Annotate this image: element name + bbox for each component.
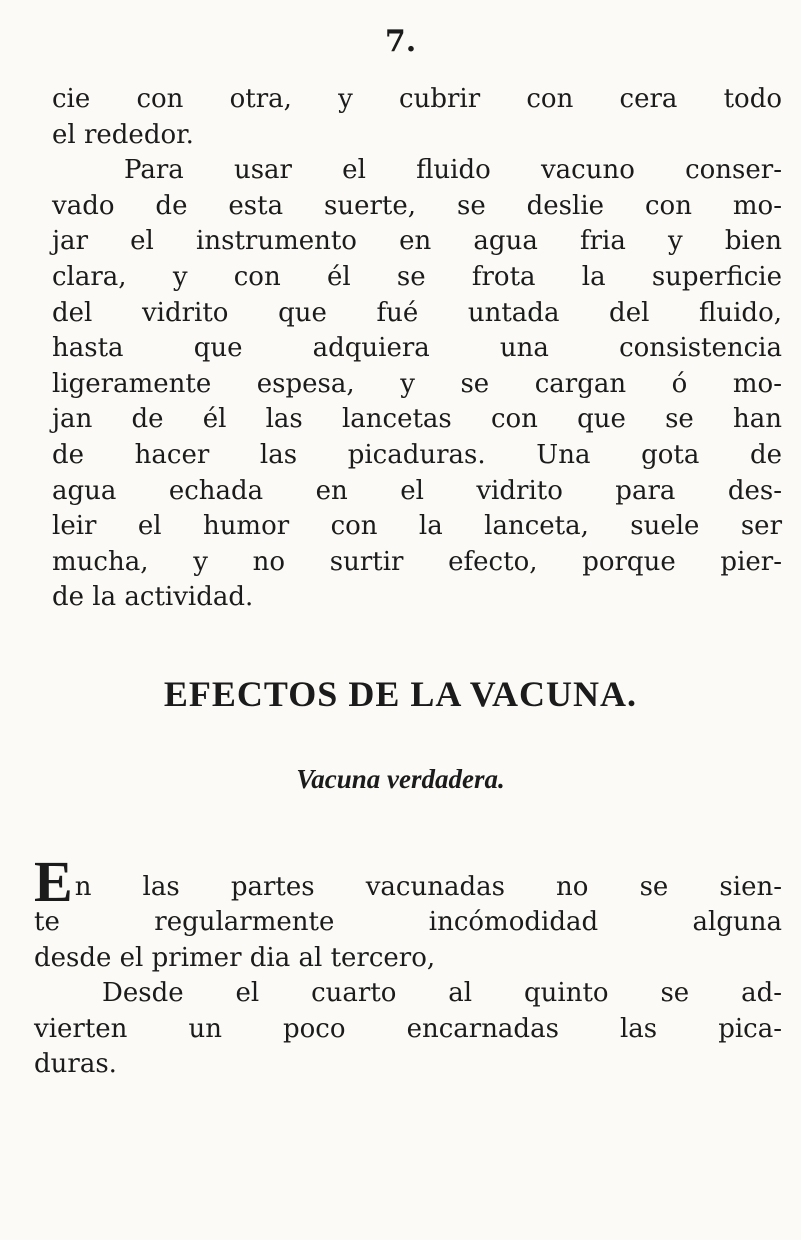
text-line-with-drop-cap — [34, 849, 782, 914]
section-heading: EFECTOS DE LA VACUNA. — [163, 674, 638, 714]
drop-cap: E — [34, 849, 73, 914]
text-line: Para usar el fluido vacuno conser- — [124, 155, 782, 186]
text-line: te regularmente incómodidad alguna — [34, 907, 782, 938]
section-subheading: Vacuna verdadera. — [296, 764, 505, 794]
text-line: mucha, y no surtir efecto, porque pier- — [52, 546, 782, 577]
text-line: del vidrito que fué untada del fluido, — [52, 297, 782, 328]
text-line: duras. — [34, 1049, 117, 1080]
text-line: cie con otra, y cubrir con cera todo — [52, 84, 782, 114]
text-line-rest: n las partes vacunadas no se sien- — [74, 872, 782, 902]
text-block-upper — [52, 82, 782, 616]
text-line: hasta que adquiera una consistencia — [52, 333, 782, 364]
text-line: jan de él las lancetas con que se han — [52, 404, 782, 435]
text-line: clara, y con él se frota la superficie — [52, 261, 782, 292]
text-line: desde el primer dia al tercero, — [34, 942, 436, 973]
text-block-lower — [34, 849, 782, 1082]
text-line: agua echada en el vidrito para des- — [52, 475, 782, 506]
page-number: 7. — [384, 24, 417, 59]
text-line: vierten un poco encarnadas las pica- — [34, 1013, 782, 1044]
text-line: de la actividad. — [52, 582, 254, 613]
text-line: el rededor. — [52, 119, 194, 150]
text-line: Desde el cuarto al quinto se ad- — [102, 978, 782, 1009]
text-line: vado de esta suerte, se deslie con mo- — [52, 190, 782, 221]
text-line: leir el humor con la lanceta, suele ser — [52, 511, 782, 542]
text-line: jar el instrumento en agua fria y bien — [52, 226, 782, 257]
text-line: ligeramente espesa, y se cargan ó mo- — [52, 368, 782, 399]
text-line: de hacer las picaduras. Una gota de — [52, 439, 782, 470]
